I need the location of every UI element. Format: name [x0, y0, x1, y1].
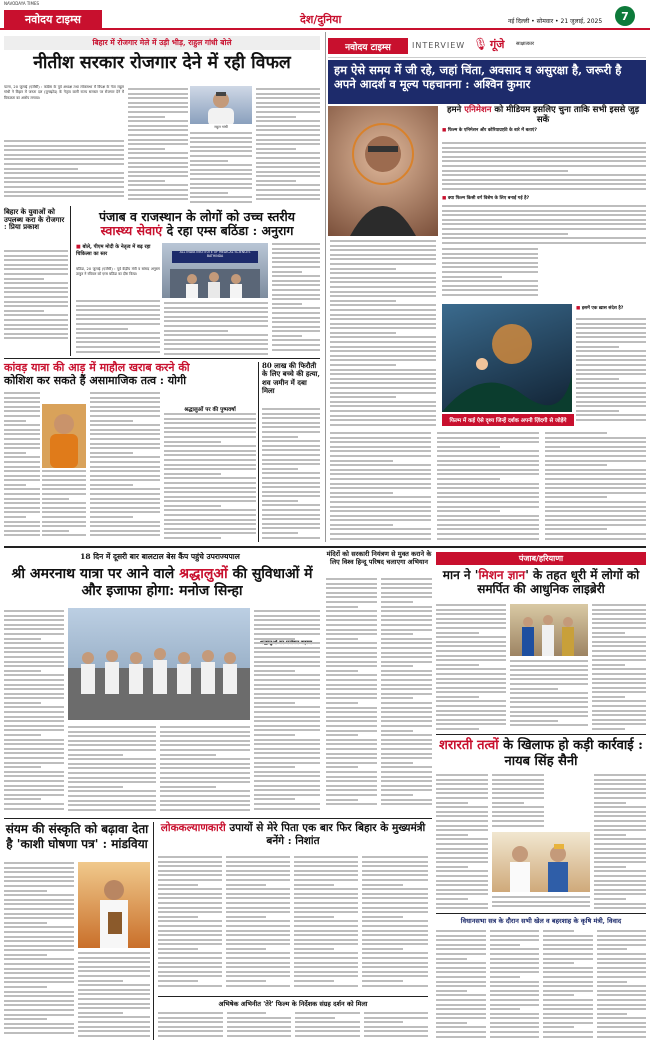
masthead-logo: नवोदय टाइम्स — [4, 10, 102, 28]
interview-answer-2 — [442, 205, 646, 245]
saini-photo — [492, 832, 590, 892]
saini-h-b: के खिलाफ हो कड़ी कार्रवाई : नायब सिंह सैनी — [503, 738, 643, 769]
interview-headline-box — [328, 60, 646, 104]
interview-guest: गूंजे — [490, 38, 505, 51]
divider — [4, 818, 432, 819]
amarnath-h-a: श्री अमरनाथ यात्रा पर आने वाले — [11, 566, 175, 582]
divider — [153, 822, 154, 1040]
abhishek-body — [158, 1012, 428, 1040]
interview-question-2 — [442, 196, 646, 202]
q3-text: इसमें एक ख़ास संदेश है? — [581, 306, 624, 311]
rahul-body-col1 — [4, 140, 124, 202]
nishant-h-rest: उपायों से मेरे पिता एक बार फिर बिहार के मुख्यमंत्री बनेंगे : निशांत — [229, 822, 426, 848]
mandaviya-photo — [78, 862, 150, 948]
saini-body-col3 — [594, 774, 646, 909]
section-divider — [4, 546, 646, 548]
punjab-body-col1 — [436, 604, 506, 732]
punjab-headline — [436, 568, 646, 597]
masthead — [0, 0, 650, 30]
question-marker-icon: ■ — [576, 306, 582, 311]
aiims-bullet-text: बोले, पीएम मोदी के नेतृत्व में बढ़ रहा चिकित्सा का स्तर — [76, 244, 151, 257]
amarnath-photo — [68, 608, 250, 720]
kanwar-body-col2 — [42, 470, 86, 542]
temple-headline: मंदिरों को सरकारी नियंत्रण से मुक्त कराने के लिए विश्व हिन्दू परिषद चलाएगा अभियान — [326, 550, 432, 567]
vidhan-headline: विधानसभा सत्र के दौरान सभी खेल व बहरशाह के कृषि मंत्री, विवाद — [460, 917, 622, 925]
microphone-icon: 🎙 — [473, 37, 489, 51]
saini-body-col2 — [492, 774, 544, 830]
kashi-body-col2 — [78, 952, 150, 1040]
bullet-square-icon: ■ — [76, 244, 83, 250]
kashi-body-col1 — [4, 862, 74, 1040]
section-label: देश/दुनिया — [300, 13, 342, 26]
interview-answer-1 — [442, 142, 646, 192]
rahul-body-col2 — [128, 88, 188, 208]
q2-text: क्या फिल्म किसी वर्ग विशेष के लिए बनाई गई है? — [447, 196, 530, 201]
amarnath-body-col4 — [254, 610, 320, 815]
interview-headline: हम ऐसे समय में जी रहे, जहां चिंता, अवसाद व असुरक्षा है, जरूरी है अपने आदर्श व मूल्य पहचानना : अश्विन कुमार — [334, 63, 622, 92]
film-still-photo — [442, 304, 572, 412]
aiims-headline-line1: पंजाब व राजस्थान के लोगों को उच्च स्तरीय — [98, 209, 296, 224]
library-photo — [510, 604, 588, 656]
rahul-photo-caption: राहुल गांधी — [214, 125, 228, 129]
interview-question-1 — [442, 128, 646, 134]
kashi-headline: संयम की संस्कृति को बढ़ावा देता है 'काशी घोषणा पत्र' : मांडविया — [5, 822, 149, 851]
saini-h-red: शरारती तत्वों — [439, 738, 499, 753]
kanwar-headline-red: कांवड़ यात्रा की आड़ में माहौल खराब करने की — [4, 361, 190, 374]
kanwar-body-col4 — [164, 413, 256, 542]
amarnath-h-red: श्रद्धालुओं — [179, 566, 228, 582]
interview-guest-sub: साक्षात्कार — [516, 41, 535, 47]
punjab-body-col3 — [592, 604, 646, 732]
deck-b: को मीडियम इसलिए चुना ताकि सभी इससे जुड़ सकें — [494, 105, 640, 125]
divider — [4, 358, 320, 359]
amarnath-h-b: की सुविधाओं में और इजाफा होगा: मनोज सिन्हा — [81, 566, 313, 599]
rahul-body-col3 — [190, 132, 252, 212]
deck-red: एनिमेशन — [464, 105, 492, 115]
amarnath-kicker: 18 दिन में दूसरी बार बालटाल बेस कैंप पहुंचे उपराज्यपाल — [80, 552, 240, 561]
interview-deck — [440, 106, 646, 126]
divider — [158, 996, 428, 997]
saini-body-col1 — [436, 774, 488, 909]
nishant-body-col2 — [226, 856, 290, 992]
question-marker-icon: ■ — [442, 128, 448, 133]
aiims-headline — [74, 210, 320, 239]
aiims-headline-line2 — [74, 224, 320, 238]
interview-question-3 — [576, 306, 646, 312]
rahul-subhead: बिहार के युवाओं को उपलब्ध करा के रोजगार : प्रिया प्रकाश — [4, 207, 65, 232]
rahul-dateline: पटना, 20 जुलाई (एजेंसी) : कांग्रेस के पूर्व अध्यक्ष तथा लोकसभा में विपक्ष के नेता राहुल गांधी ने बिहार में जनता दल (यूनाइटेड) के नेतृत्व वाली राज्य सरकार पर रोजगार देने में विफलता का आरोप लगाया। — [4, 85, 124, 100]
abhishek-headline: अभिषेक अभिनीत 'तेरे' फिल्म के निर्देशक संग्रह दर्शन को मिला — [218, 1000, 368, 1008]
kanwar-headline-line2: कोशिश कर सकते हैं असामाजिक तत्व : योगी — [4, 373, 187, 387]
interview-tag: INTERVIEW — [412, 41, 466, 50]
saini-headline — [436, 738, 646, 769]
interview-header — [328, 34, 646, 58]
kanwar-headline — [4, 362, 254, 387]
date-line: नई दिल्ली • सोमवार • 21 जुलाई, 2025 — [508, 18, 603, 25]
masthead-small: NAVODAYA TIMES — [4, 1, 40, 6]
yogi-photo — [42, 404, 86, 468]
gold-body — [262, 408, 320, 542]
aiims-body-col3 — [272, 243, 320, 356]
nishant-body-col1 — [158, 856, 222, 992]
rahul-body-col4 — [256, 88, 320, 212]
page-number: 7 — [615, 6, 635, 26]
divider — [436, 734, 646, 735]
ashwin-kumar-photo — [328, 106, 438, 236]
divider — [70, 206, 71, 356]
kanwar-body-col3 — [90, 392, 160, 542]
question-marker-icon: ■ — [442, 196, 448, 201]
rahul-sub-body — [4, 250, 68, 350]
nishant-headline — [158, 822, 428, 848]
interview-body-mid — [442, 248, 538, 300]
kanwar-subhead: श्रद्धालुओं पर की पुष्पवर्षा — [184, 407, 236, 413]
column-divider — [325, 32, 326, 542]
aiims-body-col1 — [76, 300, 160, 356]
nishant-h-red: लोककल्याणकारी — [160, 822, 226, 834]
punjab-body-col2 — [510, 660, 588, 732]
deck-a: हमने — [446, 105, 462, 115]
gold-headline: 80 लाख की फिरौती के लिए बच्चे की हत्या, शव जमीन में दबा मिला — [262, 361, 320, 396]
temple-body — [326, 578, 432, 816]
saini-body-col2b — [492, 896, 590, 910]
aiims-headline-rest: दे रहा एम्स बठिंडा : अनुराग — [166, 223, 294, 239]
amarnath-body-col3 — [160, 726, 250, 816]
aiims-photo — [162, 243, 268, 298]
amarnath-headline — [4, 566, 320, 600]
kanwar-body-col1 — [4, 392, 40, 542]
punjab-h-red: मिशन ज्ञान — [478, 568, 526, 582]
aiims-dateline: बठिंडा, 20 जुलाई (एजेंसी) : पूर्व केंद्रीय मंत्री व सांसद अनुराग ठाकुर ने रविवार को एम्स बठिंडा का दौरा किया। — [76, 267, 160, 277]
divider — [436, 913, 646, 914]
interview-body-left — [330, 240, 436, 430]
amarnath-body-col2 — [68, 726, 156, 816]
aiims-sign-text: ALL INDIA INSTITUTE OF MEDICAL SCIENCES BATHINDA — [179, 251, 251, 258]
interview-brand: नवोदय टाइम्स — [328, 38, 408, 54]
interview-body-bottom — [330, 432, 646, 540]
q1-text: फिल्म के एनिमेशन और कोरियाग्राफ़ी के बारे में बताएं? — [447, 128, 537, 133]
interview-caption-bar: फिल्म में कई ऐसे दृश्य जिन्हें दर्शक अपनी ज़िंदगी से जोड़ेंगे — [442, 414, 574, 426]
punjab-h-b: ' के तहत धूरी में लोगों को समर्पित की आधुनिक लाइब्रेरी — [477, 568, 640, 597]
nishant-body-col4 — [362, 856, 428, 992]
punjab-band: पंजाब/हरियाणा — [436, 552, 646, 565]
aiims-bullet — [76, 244, 160, 257]
rahul-headline: नीतीश सरकार रोजगार देने में रही विफल — [33, 53, 291, 73]
divider — [258, 362, 259, 542]
rahul-photo — [190, 86, 252, 124]
punjab-h-a: मान ने ' — [442, 568, 479, 582]
aiims-headline-red: स्वास्थ्य सेवाएं — [100, 223, 163, 239]
rahul-kicker: बिहार में रोजगार मेले में उड़ी भीड़, राहुल गांधी बोले — [4, 36, 320, 50]
aiims-body-col2 — [164, 302, 268, 356]
nishant-body-col3 — [294, 856, 358, 992]
amarnath-body-col1 — [4, 610, 64, 815]
vidhan-body — [436, 930, 646, 1040]
interview-body-right — [576, 318, 646, 428]
